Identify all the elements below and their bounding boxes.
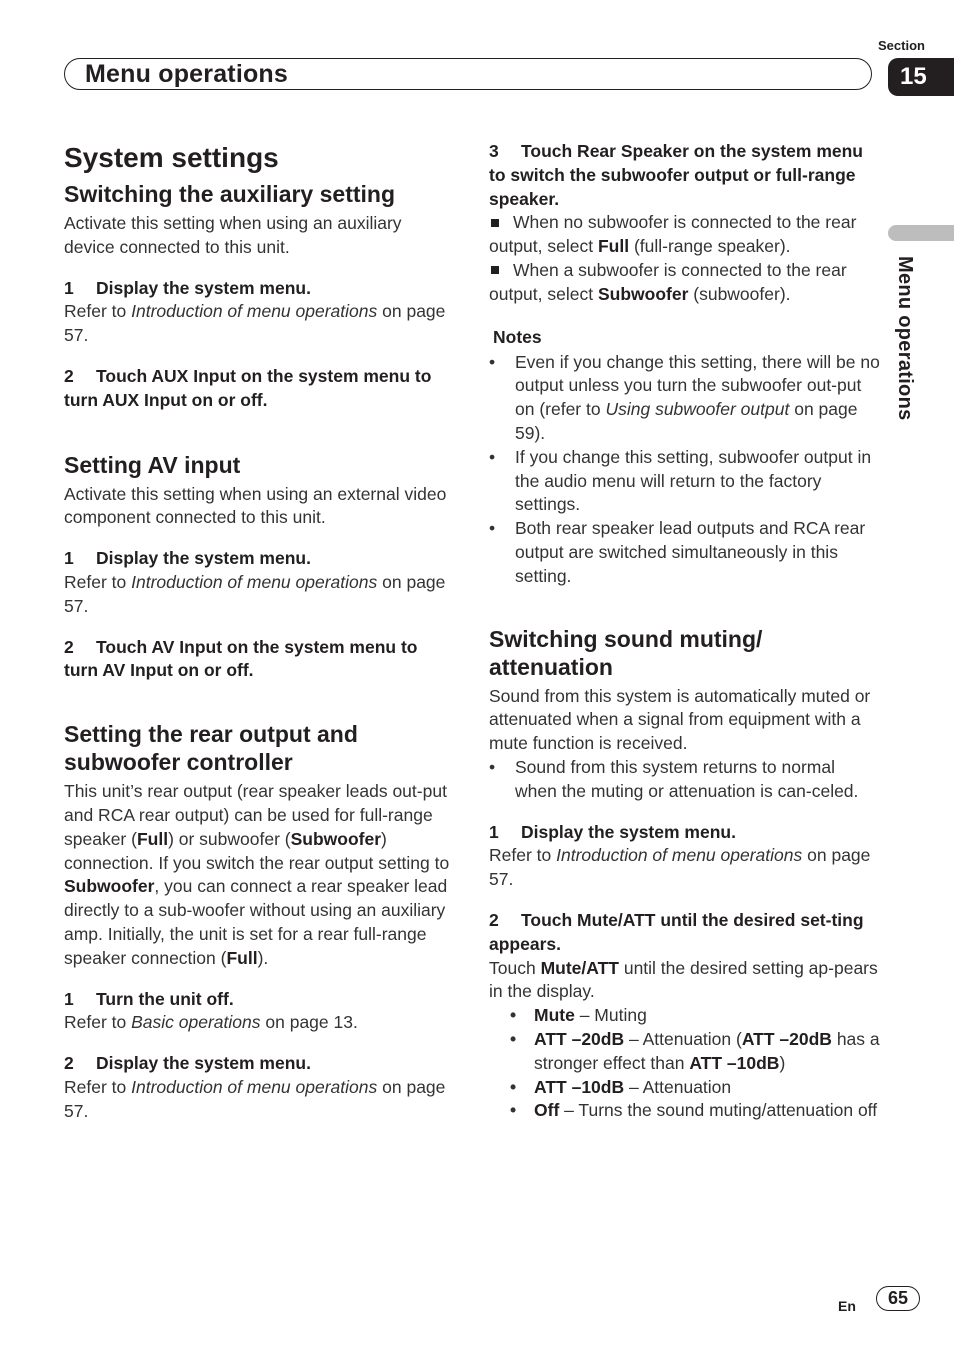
mute-intro: Sound from this system is automatically muted or attenuated when a signal from equipment with a mute function is received. <box>489 685 871 754</box>
aux-step-1-ref: Refer to Introduction of menu operations on page 57. <box>64 301 446 346</box>
page-title: System settings <box>64 142 279 173</box>
mute-heading: Switching sound muting/ attenuation <box>489 625 763 680</box>
square-bullet-icon <box>491 219 499 227</box>
right-column <box>489 140 881 1123</box>
rear-step-2: 2 Display the system menu. <box>64 1053 311 1074</box>
rear-heading: Setting the rear output and subwoofer controller <box>64 721 358 776</box>
note-item: • Even if you change this setting, there will be no output unless you turn the subwoofer out-put on (refer to Using subwoofer output on page 59). <box>489 351 880 443</box>
notes-label: Notes <box>493 326 542 347</box>
note-item: • If you change this setting, subwoofer output in the audio menu will return to the factory settings. <box>489 446 872 515</box>
page-number: 65 <box>876 1286 920 1311</box>
mute-step-2: 2 Touch Mute/ATT until the desired set-ting appears. <box>489 909 864 954</box>
mute-step-1: 1 Display the system menu. <box>489 821 736 842</box>
square-bullet-icon <box>491 266 499 274</box>
mute-step-2-desc: Touch Mute/ATT until the desired setting ap-pears in the display. <box>489 957 878 1002</box>
av-step-1-ref: Refer to Introduction of menu operations on page 57. <box>64 571 446 616</box>
note-item: • Both rear speaker lead outputs and RCA rear output are switched simultaneously in this setting. <box>489 518 866 586</box>
av-step-1: 1 Display the system menu. <box>64 548 311 569</box>
section-number-badge: 15 <box>888 58 954 96</box>
aux-step-1: 1 Display the system menu. <box>64 277 311 298</box>
left-column <box>64 140 450 1124</box>
aux-intro: Activate this setting when using an auxiliary device connected to this unit. <box>64 213 402 257</box>
mute-option-att10: • ATT –10dB – Attenuation <box>510 1076 732 1097</box>
mute-option-att20: • ATT –20dB – Attenuation (ATT –20dB has a stronger effect than ATT –10dB) <box>510 1028 880 1073</box>
side-tab-label: Menu operations <box>894 256 916 421</box>
mute-step-1-ref: Refer to Introduction of menu operations on page 57. <box>489 845 871 890</box>
rear-step-1-ref: Refer to Basic operations on page 13. <box>64 1012 358 1033</box>
aux-heading: Switching the auxiliary setting <box>64 181 396 207</box>
rear-intro: This unit’s rear output (rear speaker leads out-put and RCA rear output) can be used for full-range speaker (Full) or subwoofer (Subwoofer) connection. If you switch the rear output setting to Subwoofer, you can connect a rear speaker lead directly to a sub-woofer without using an auxiliary amp. Initially, the unit is set for a rear full-range speaker connection (Full). <box>64 781 450 968</box>
mute-bullet-item: • Sound from this system returns to normal when the muting or attenuation is can-celed. <box>489 756 859 801</box>
av-heading: Setting AV input <box>64 451 241 478</box>
av-intro: Activate this setting when using an external video component connected to this unit. <box>64 483 447 528</box>
rear-option-subwoofer: When a subwoofer is connected to the rear output, select Subwoofer (subwoofer). <box>489 259 847 304</box>
rear-step-1: 1 Turn the unit off. <box>64 988 234 1009</box>
rear-step-3: 3 Touch Rear Speaker on the system menu to switch the subwoofer output or full-range speaker. <box>489 141 864 209</box>
notes-list <box>489 351 881 589</box>
side-tab-bar <box>888 225 954 241</box>
footer-language: En <box>838 1298 856 1314</box>
mute-bullets <box>489 756 881 804</box>
aux-step-2: 2 Touch AUX Input on the system menu to turn AUX Input on or off. <box>64 365 432 410</box>
mute-options-list <box>510 1004 881 1123</box>
rear-step-2-ref: Refer to Introduction of menu operations on page 57. <box>64 1076 446 1121</box>
rear-option-full: When no subwoofer is connected to the rear output, select Full (full-range speaker). <box>489 212 857 257</box>
section-label: Section <box>878 38 925 53</box>
av-step-2: 2 Touch AV Input on the system menu to turn AV Input on or off. <box>64 636 418 681</box>
mute-option-off: • Off – Turns the sound muting/attenuation off <box>510 1100 878 1121</box>
page-header-title: Menu operations <box>85 60 289 88</box>
mute-option-mute: • Mute – Muting <box>510 1005 647 1026</box>
